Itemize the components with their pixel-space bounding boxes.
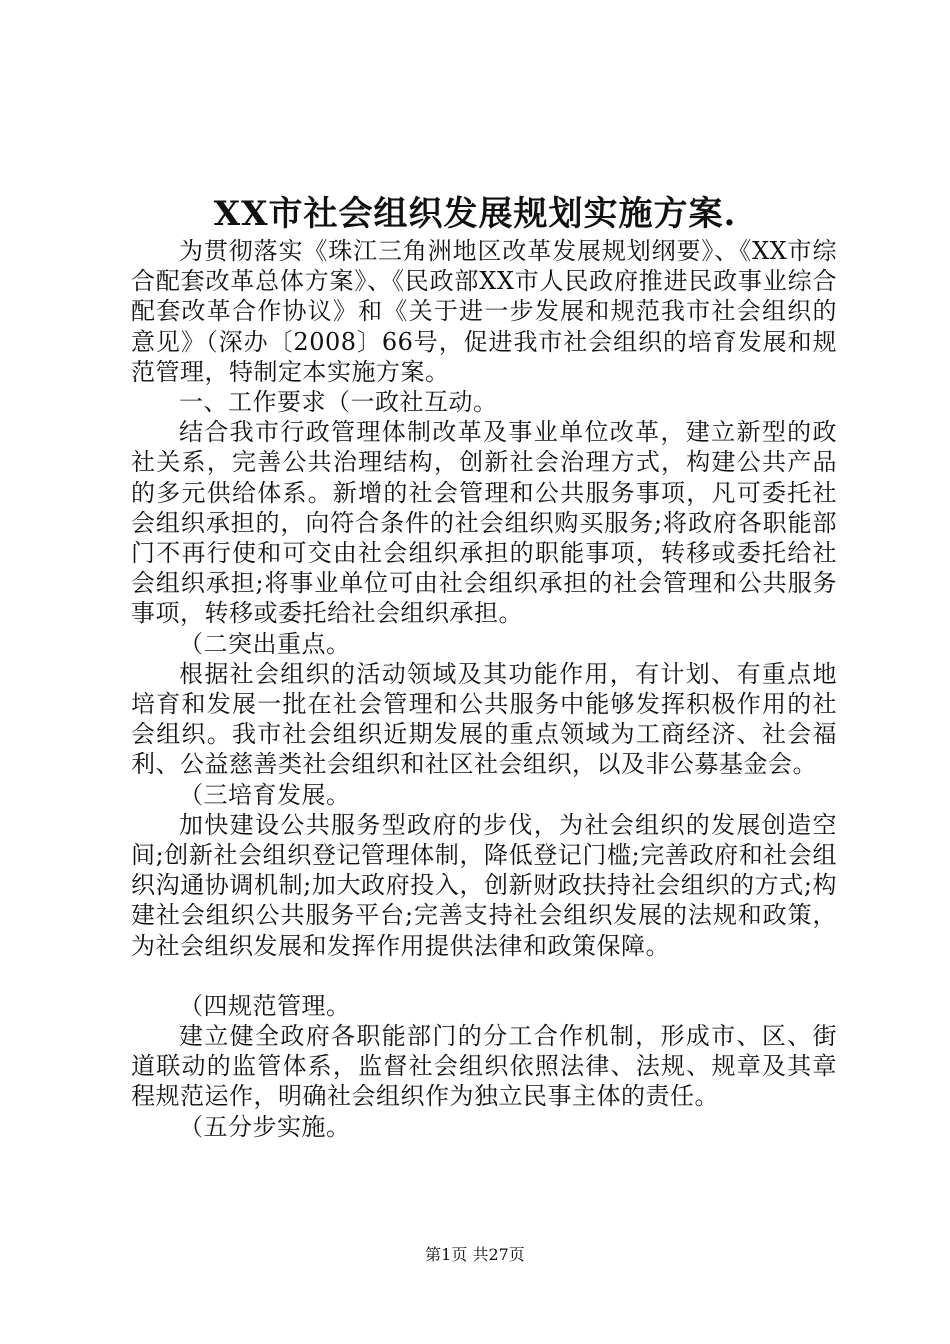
- paragraph-3: 加快建设公共服务型政府的步伐，为社会组织的发展创造空间;创新社会组织登记管理体制，降低登记门槛;完善政府和社会组织沟通协调机制;加大政府投入，创新财政扶持社会组织的方式;构建社会组织公共服务平台;完善支持社会组织发展的法规和政策，为社会组织发展和发挥作用提供法律和政策保障。: [131, 810, 837, 960]
- section-heading-1: 一、工作要求（一政社互动。: [179, 388, 498, 417]
- paragraph-2: 根据社会组织的活动领域及其功能作用，有计划、有重点地培育和发展一批在社会管理和公共服务中能够发挥积极作用的社会组织。我市社会组织近期发展的重点领域为工商经济、社会福利、公益慈善类社会组织和社区社会组织，以及非公募基金会。: [131, 659, 837, 779]
- section-heading-2: （二突出重点。: [179, 629, 351, 658]
- paragraph-intro: 为贯彻落实《珠江三角洲地区改革发展规划纲要》、《XX市综合配套改革总体方案》、《民政部XX市人民政府推进民政事业综合配套改革合作协议》和《关于进一步发展和规范我市社会组织的意见》（深办〔2008〕66号，促进我市社会组织的培育发展和规范管理，特制定本实施方案。: [131, 237, 837, 386]
- page-number-footer: 第1页 共27页: [425, 1245, 525, 1264]
- section-heading-4: （四规范管理。: [179, 991, 351, 1020]
- paragraph-1: 结合我市行政管理体制改革及事业单位改革，建立新型的政社关系，完善公共治理结构，创新社会治理方式，构建公共产品的多元供给体系。新增的社会管理和公共服务事项，凡可委托社会组织承担的，向符合条件的社会组织购买服务;将政府各职能部门不再行使和可交由社会组织承担的职能事项，转移或委托给社会组织承担;将事业单位可由社会组织承担的社会管理和公共服务事项，转移或委托给社会组织承担。: [131, 418, 837, 628]
- section-heading-3: （三培育发展。: [179, 780, 351, 809]
- document-body: [131, 236, 837, 1142]
- document-title: XX市社会组织发展规划实施方案.: [213, 194, 737, 234]
- section-heading-5: （五分步实施。: [179, 1112, 351, 1141]
- paragraph-4: 建立健全政府各职能部门的分工合作机制，形成市、区、街道联动的监管体系，监督社会组织依照法律、法规、规章及其章程规范运作，明确社会组织作为独立民事主体的责任。: [131, 1022, 837, 1111]
